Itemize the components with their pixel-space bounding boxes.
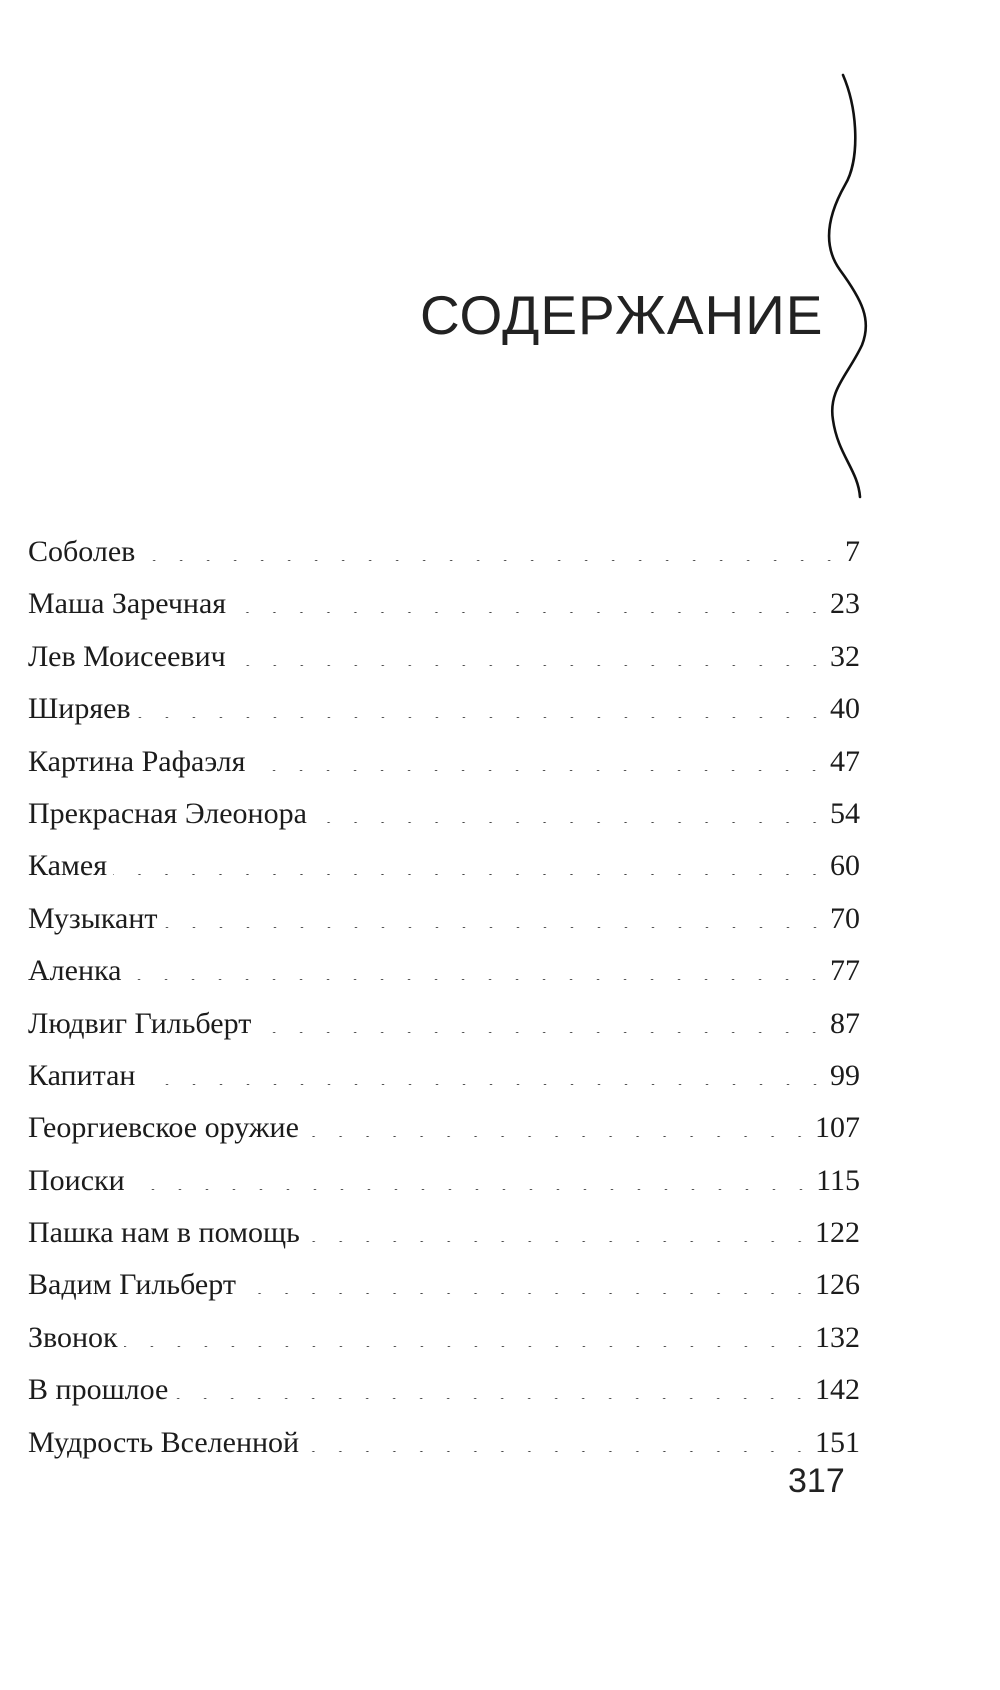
dot-leader	[164, 922, 828, 928]
toc-entry-title: Соболев	[28, 535, 136, 568]
toc-entry-title: Георгиевское оружие	[28, 1111, 299, 1145]
dot-leader	[242, 1288, 813, 1294]
toc-entry-page: 115	[816, 1163, 860, 1197]
toc-entry[interactable]	[28, 640, 860, 692]
toc-entry[interactable]	[28, 797, 860, 849]
toc-entry-page: 132	[815, 1320, 860, 1354]
toc-entry-title: Вадим Гильберт	[28, 1268, 236, 1302]
toc-entry[interactable]	[28, 1373, 860, 1425]
toc-entry-title: В прошлое	[28, 1373, 169, 1407]
dot-leader	[305, 1131, 813, 1137]
toc-entry-page: 32	[830, 639, 860, 673]
dot-leader	[232, 660, 828, 666]
toc-entry[interactable]	[28, 745, 860, 797]
toc-entry-page: 122	[815, 1216, 860, 1250]
page-title: СОДЕРЖАНИЕ	[420, 284, 824, 346]
dot-leader	[257, 1027, 828, 1033]
toc-entry-page: 70	[830, 901, 860, 935]
toc-entry[interactable]	[28, 1426, 860, 1478]
dot-leader	[142, 1079, 829, 1085]
dot-leader	[113, 869, 828, 875]
toc-entry-page: 107	[815, 1111, 860, 1145]
dot-leader	[141, 555, 843, 561]
dot-leader	[137, 712, 828, 718]
decorative-wave-line	[0, 0, 1000, 520]
toc-entry-page: 126	[815, 1268, 860, 1302]
toc-entry-title: Картина Рафаэля	[28, 744, 246, 778]
toc-entry-page: 40	[830, 692, 860, 726]
toc-entry-page: 47	[830, 744, 860, 778]
page-number: 317	[788, 1462, 845, 1500]
toc-entry[interactable]	[28, 1216, 860, 1268]
dot-leader	[174, 1393, 813, 1399]
toc-entry-page: 60	[830, 849, 860, 883]
toc-entry-title: Лев Моисеевич	[28, 639, 226, 673]
dot-leader	[313, 817, 828, 823]
table-of-contents	[28, 535, 860, 1478]
toc-entry[interactable]	[28, 1321, 860, 1373]
toc-entry-title: Звонок	[28, 1320, 118, 1354]
toc-entry-page: 87	[830, 1006, 860, 1040]
dot-leader	[305, 1446, 813, 1452]
toc-entry-page: 99	[830, 1058, 860, 1092]
toc-entry-title: Аленка	[28, 954, 122, 988]
toc-entry-title: Прекрасная Элеонора	[28, 796, 307, 830]
toc-entry[interactable]	[28, 902, 860, 954]
toc-entry-title: Поиски	[28, 1163, 125, 1197]
toc-entry[interactable]	[28, 1059, 860, 1111]
dot-leader	[306, 1236, 813, 1242]
toc-entry[interactable]	[28, 1111, 860, 1163]
toc-entry-title: Людвиг Гильберт	[28, 1006, 252, 1040]
toc-entry-title: Ширяев	[28, 692, 131, 726]
toc-entry[interactable]	[28, 849, 860, 901]
toc-entry-page: 7	[845, 535, 860, 568]
toc-entry[interactable]	[28, 1164, 860, 1216]
dot-leader	[232, 607, 828, 613]
toc-entry-page: 151	[815, 1425, 860, 1459]
toc-entry[interactable]	[28, 954, 860, 1006]
toc-entry-title: Камея	[28, 849, 108, 883]
toc-entry-title: Маша Заречная	[28, 587, 227, 621]
dot-leader	[127, 974, 828, 980]
toc-entry[interactable]	[28, 692, 860, 744]
toc-entry-page: 142	[815, 1373, 860, 1407]
toc-entry-title: Капитан	[28, 1058, 136, 1092]
toc-entry[interactable]	[28, 1268, 860, 1320]
toc-entry[interactable]	[28, 535, 860, 587]
dot-leader	[124, 1341, 813, 1347]
dot-leader	[251, 765, 828, 771]
toc-entry-page: 23	[830, 587, 860, 621]
toc-entry-page: 54	[830, 796, 860, 830]
toc-entry[interactable]	[28, 1007, 860, 1059]
toc-entry[interactable]	[28, 587, 860, 639]
dot-leader	[131, 1184, 814, 1190]
toc-entry-title: Музыкант	[28, 901, 158, 935]
toc-entry-title: Пашка нам в помощь	[28, 1216, 300, 1250]
toc-entry-page: 77	[830, 954, 860, 988]
toc-entry-title: Мудрость Вселенной	[28, 1425, 300, 1459]
